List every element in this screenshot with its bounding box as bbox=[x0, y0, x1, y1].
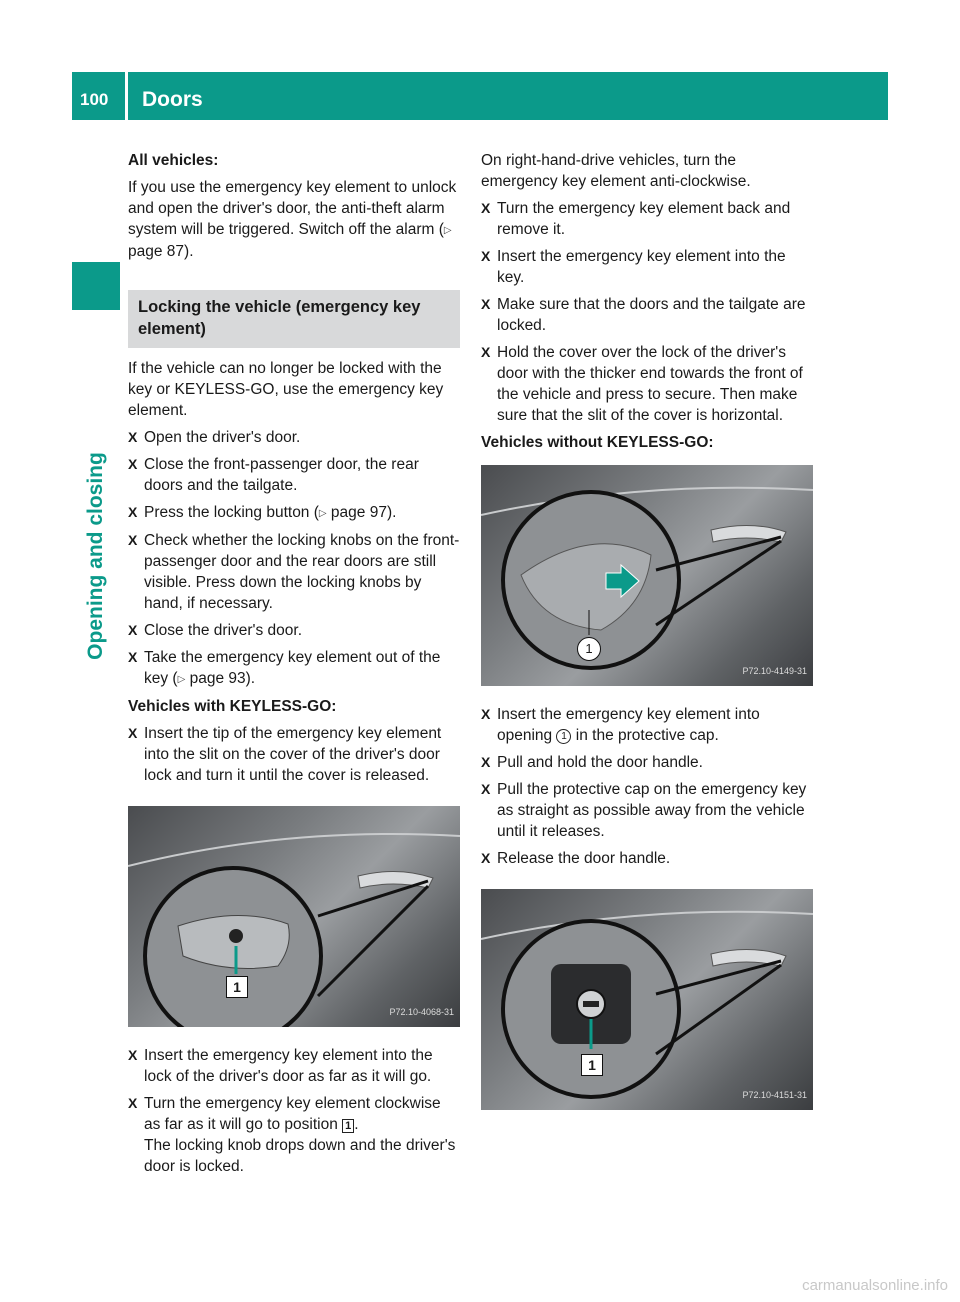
protective-cap-illustration bbox=[481, 465, 813, 686]
section-title: Doors bbox=[142, 88, 203, 111]
step: X Turn the emergency key element back and remove it. bbox=[481, 200, 791, 238]
side-tab-marker bbox=[72, 262, 120, 310]
rhd-text: On right-hand-drive vehicles, turn the emergency key element anti-clockwise. bbox=[481, 152, 751, 190]
step-arrow-icon: X bbox=[481, 754, 491, 770]
door-lock-figure bbox=[128, 806, 460, 1027]
step-arrow-icon: X bbox=[481, 200, 491, 216]
page-ref-link[interactable]: page 93). bbox=[189, 670, 256, 687]
step-arrow-icon: X bbox=[128, 532, 138, 548]
step-arrow-icon: X bbox=[128, 456, 138, 472]
position-marker: 1 bbox=[342, 1119, 354, 1133]
step-arrow-icon: X bbox=[481, 781, 491, 797]
step: X Insert the emergency key element into opening 1 in the protective cap. bbox=[481, 706, 760, 744]
step: X Make sure that the doors and the tailgate are locked. bbox=[481, 296, 806, 334]
keyless-title: Vehicles with KEYLESS-GO: bbox=[128, 698, 337, 715]
right-column bbox=[481, 150, 813, 1128]
page-number: 100 bbox=[80, 90, 109, 109]
figure-code: P72.10-4149-31 bbox=[742, 666, 807, 676]
step: X Close the front-passenger door, the rear doors and the tailgate. bbox=[128, 456, 419, 494]
header-divider bbox=[125, 72, 128, 120]
step-arrow-icon: X bbox=[128, 504, 138, 520]
step: X Take the emergency key element out of the key (▷ page 93). bbox=[128, 649, 441, 687]
step-arrow-icon: X bbox=[128, 1047, 138, 1063]
lock-cylinder-illustration bbox=[481, 889, 813, 1110]
step: X Insert the tip of the emergency key element into the slit on the cover of the driver's door lock and turn it until the cover is released. bbox=[128, 725, 442, 784]
all-vehicles-title: All vehicles: bbox=[128, 152, 219, 169]
step: X Pull and hold the door handle. bbox=[481, 754, 703, 771]
step: X Open the driver's door. bbox=[128, 429, 301, 446]
step-arrow-icon: X bbox=[481, 850, 491, 866]
step-arrow-icon: X bbox=[128, 725, 138, 741]
callout-label: 1 bbox=[577, 637, 601, 661]
step: X Close the driver's door. bbox=[128, 622, 303, 639]
figure-code: P72.10-4151-31 bbox=[742, 1090, 807, 1100]
step-arrow-icon: X bbox=[481, 248, 491, 264]
page-ref-icon: ▷ bbox=[443, 225, 452, 236]
step: X Insert the emergency key element into the lock of the driver's door as far as it will go. bbox=[128, 1047, 433, 1085]
protective-cap-figure bbox=[481, 465, 813, 686]
lock-cylinder-figure bbox=[481, 889, 813, 1110]
callout-label: 1 bbox=[226, 976, 248, 998]
step: X Hold the cover over the lock of the driver's door with the thicker end towards the front of the vehicle and press to secure. Then make sure that the slit of the cover is horizontal. bbox=[481, 344, 803, 424]
page-ref-link[interactable]: page 87). bbox=[128, 243, 194, 260]
watermark: carmanualsonline.info bbox=[802, 1277, 948, 1294]
opening-marker: 1 bbox=[556, 729, 571, 744]
step: X Check whether the locking knobs on the front-passenger door and the rear doors are still visible. Press down the locking knobs by hand, if necessary. bbox=[128, 532, 460, 612]
callout-label: 1 bbox=[581, 1054, 603, 1076]
page-ref-icon: ▷ bbox=[318, 508, 327, 519]
step-arrow-icon: X bbox=[481, 706, 491, 722]
step-arrow-icon: X bbox=[128, 649, 138, 665]
step: X Pull the protective cap on the emergency key as straight as possible away from the vehicle until it releases. bbox=[481, 781, 807, 840]
side-tab-label: Opening and closing bbox=[84, 452, 107, 660]
step: X Insert the emergency key element into the key. bbox=[481, 248, 786, 286]
step-arrow-icon: X bbox=[481, 344, 491, 360]
locking-heading: Locking the vehicle (emergency key element) bbox=[128, 290, 460, 348]
step-arrow-icon: X bbox=[481, 296, 491, 312]
no-keyless-title: Vehicles without KEYLESS-GO: bbox=[481, 434, 714, 451]
step: X Press the locking button (▷ page 97). bbox=[128, 504, 397, 521]
door-lock-illustration bbox=[128, 806, 460, 1027]
left-column bbox=[128, 150, 460, 1183]
step-arrow-icon: X bbox=[128, 429, 138, 445]
step-arrow-icon: X bbox=[128, 622, 138, 638]
step-arrow-icon: X bbox=[128, 1095, 138, 1111]
locking-intro: If the vehicle can no longer be locked with the key or KEYLESS-GO, use the emergency key element. bbox=[128, 360, 444, 419]
figure-code: P72.10-4068-31 bbox=[389, 1007, 454, 1017]
step: X Release the door handle. bbox=[481, 850, 671, 867]
step: X Turn the emergency key element clockwise as far as it will go to position 1 . The locking knob drops down and the driver's door is locked. bbox=[128, 1095, 456, 1175]
page-ref-link[interactable]: page 97). bbox=[330, 504, 397, 521]
all-vehicles-text: If you use the emergency key element to unlock and open the driver's door, the anti-theft alarm system will be triggered. Switch off the alarm (▷ page 87). bbox=[128, 179, 457, 260]
page-ref-icon: ▷ bbox=[177, 674, 186, 685]
